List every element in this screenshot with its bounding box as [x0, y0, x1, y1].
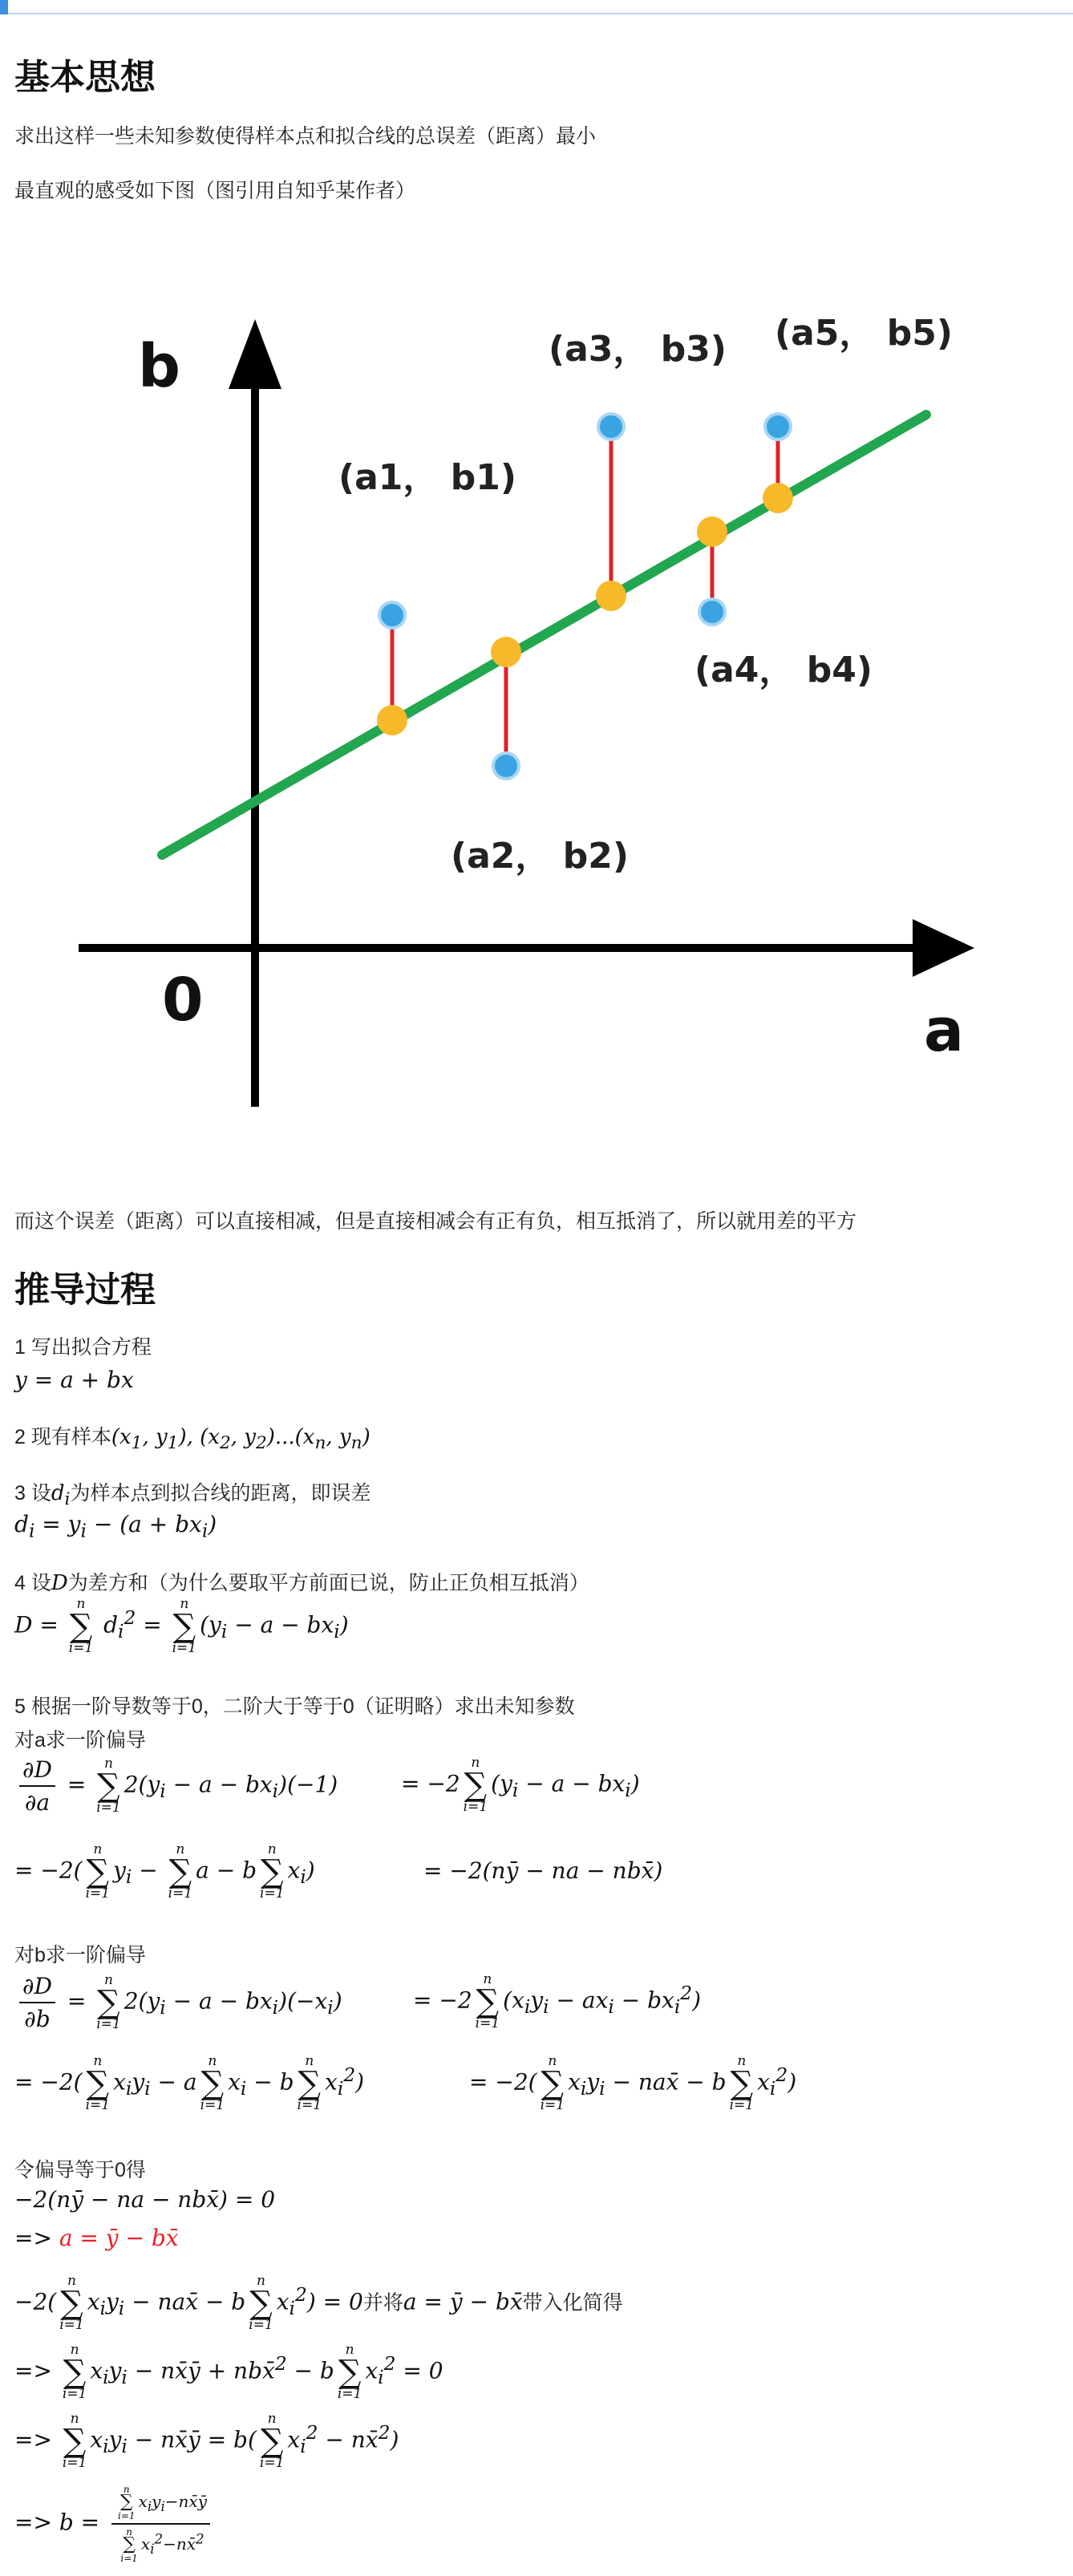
arrow-2: =>	[14, 2357, 52, 2384]
sample-point-2	[493, 753, 519, 779]
substitute-label-a: 并将	[362, 2290, 403, 2315]
fit-point-5	[763, 483, 793, 513]
arrow-4: =>	[14, 2509, 52, 2536]
top-accent	[0, 0, 8, 14]
arrow-3: =>	[14, 2426, 52, 2453]
arrow-1: =>	[14, 2225, 52, 2251]
solution-b: => b = n ∑ i=1 $x_iy_i-nx̄ȳ$ n ∑ i=1 $x_i^2-nx̄^2$	[14, 2485, 215, 2563]
step-2-label: 2 现有样本	[14, 1426, 111, 1448]
paragraph-square-error: 而这个误差（距离）可以直接相减，但是直接相减会有正有负，相互抵消了，所以就用差的平方	[14, 1210, 857, 1233]
section-title-derivation: 推导过程	[14, 1270, 156, 1310]
partial-a-label: 对a求一阶偏导	[14, 1729, 146, 1752]
top-divider	[8, 13, 1073, 14]
step-4: 4 设D为差方和（为什么要取平方前面已说，防止正负相互抵消）	[14, 1571, 589, 1595]
fit-point-4	[697, 516, 727, 547]
step-5-label: 5 根据一阶导数等于0，二阶大于等于0（证明略）求出未知参数	[14, 1695, 575, 1718]
step-2: 2 现有样本($x_1$, $y_1$), ($x_2$, $y_2)...(x_n$, $y_n$)	[14, 1425, 370, 1454]
partial-b-line-1: $\frac{\partial D}{\partial b}$ = n ∑ i=1 $2(y_i - a - bx_i)(-x_i)$	[14, 1973, 342, 2032]
zero-label: 令偏导等于0得	[14, 2159, 146, 2181]
simplify-line-2: => n ∑ i=1 $x_iy_i$ − nx̄ȳ = b( n ∑ i=1 $x_i^2$ − nx̄$^2$)	[14, 2411, 399, 2471]
step-3-label-a: 3 设	[14, 1482, 51, 1505]
step-4-label-a: 4 设	[14, 1572, 51, 1594]
point-label-3: (a3， b3)	[549, 329, 727, 370]
partial-b-line-2b: = −2( n ∑ i=1 $x_iy_i$ − nax̄ − b n ∑ i=1 $x_i^2$)	[469, 2053, 797, 2113]
sample-point-5	[765, 414, 791, 439]
substitute-label-b: 带入化简得	[522, 2290, 623, 2315]
point-label-1: (a1， b1)	[338, 457, 516, 498]
squared-sum-equation: D = n ∑ i=1 $d_i^2$ = n ∑ i=1 $(y_i - a - bx_i)$	[14, 1596, 349, 1656]
section-title-basic: 基本思想	[14, 58, 156, 97]
sample-point-4	[699, 599, 725, 625]
partial-a-line-1: $\frac{\partial D}{\partial a}$ = n ∑ i=1 $2(y_i - a - bx_i)(-1)$	[14, 1756, 338, 1816]
axis-label-a: a	[924, 996, 964, 1065]
axis-label-b: b	[138, 332, 180, 401]
partial-b-line-1b: = −2 n ∑ i=1 $(x_iy_i - ax_i - bx_i^2)$	[413, 1971, 702, 2031]
partial-a-line-2: = −2( n ∑ i=1 $y_i$ − n ∑ i=1 a − b n ∑ i=1 $x_i$)	[14, 1841, 315, 1902]
partial-a-line-2b: = −2(nȳ − na − nbx̄)	[423, 1857, 663, 1884]
sample-point-1	[379, 602, 405, 628]
origin-label: 0	[162, 966, 204, 1035]
regression-figure	[64, 289, 986, 1123]
sample-point-3	[598, 414, 624, 439]
a-axis-arrow	[913, 919, 974, 977]
point-label-4: (a4， b4)	[694, 650, 873, 691]
step-3-label-b: 为样本点到拟合线的距离，即误差	[70, 1482, 371, 1505]
paragraph-goal: 求出这样一些未知参数使得样本点和拟合线的总误差（距离）最小	[14, 125, 597, 148]
top-bar	[0, 0, 1073, 14]
point-label-2: (a2， b2)	[451, 836, 629, 877]
point-label-5: (a5， b5)	[775, 313, 953, 354]
solution-a	[14, 2225, 179, 2251]
fit-point-3	[596, 581, 626, 611]
fit-line	[162, 415, 926, 855]
error-equation: $d_i = y_i - (a + bx_i)$	[14, 1511, 217, 1542]
fit-point-1	[377, 705, 407, 735]
fit-equation: y = a + bx	[14, 1367, 134, 1393]
simplify-line-1: => n ∑ i=1 $x_iy_i$ − nx̄ȳ + nbx̄$^2$ − b n ∑ i=1 $x_i^2 = 0$	[14, 2342, 443, 2402]
paragraph-figure-intro: 最直观的感受如下图（图引用自知乎某作者）	[14, 180, 416, 202]
step-1-label: 1 写出拟合方程	[14, 1336, 152, 1359]
partial-b-label: 对b求一阶偏导	[14, 1944, 146, 1966]
zero-equation-a: −2(nȳ − na − nbx̄) = 0	[14, 2186, 276, 2213]
step-3: 3 设$d_i$为样本点到拟合线的距离，即误差	[14, 1481, 371, 1510]
partial-b-line-2: = −2( n ∑ i=1 $x_iy_i - a$ n ∑ i=1 $x_i - b$ n ∑ i=1 $x_i^2$)	[14, 2053, 365, 2113]
zero-equation-b: −2( n ∑ i=1 $x_iy_i$ − nax̄ − b n ∑ i=1 $x_i^2) = 0$并将a = ȳ − bx̄带入化简得	[14, 2273, 623, 2333]
b-axis-arrow	[229, 319, 281, 389]
step-4-label-b: 为差方和（为什么要取平方前面已说，防止正负相互抵消）	[67, 1572, 589, 1594]
fit-point-2	[491, 637, 521, 667]
solution-a-highlight: a = ȳ − bx̄	[59, 2225, 179, 2251]
partial-a-line-1b: = −2 n ∑ i=1 $(y_i - a - bx_i)$	[401, 1755, 640, 1815]
